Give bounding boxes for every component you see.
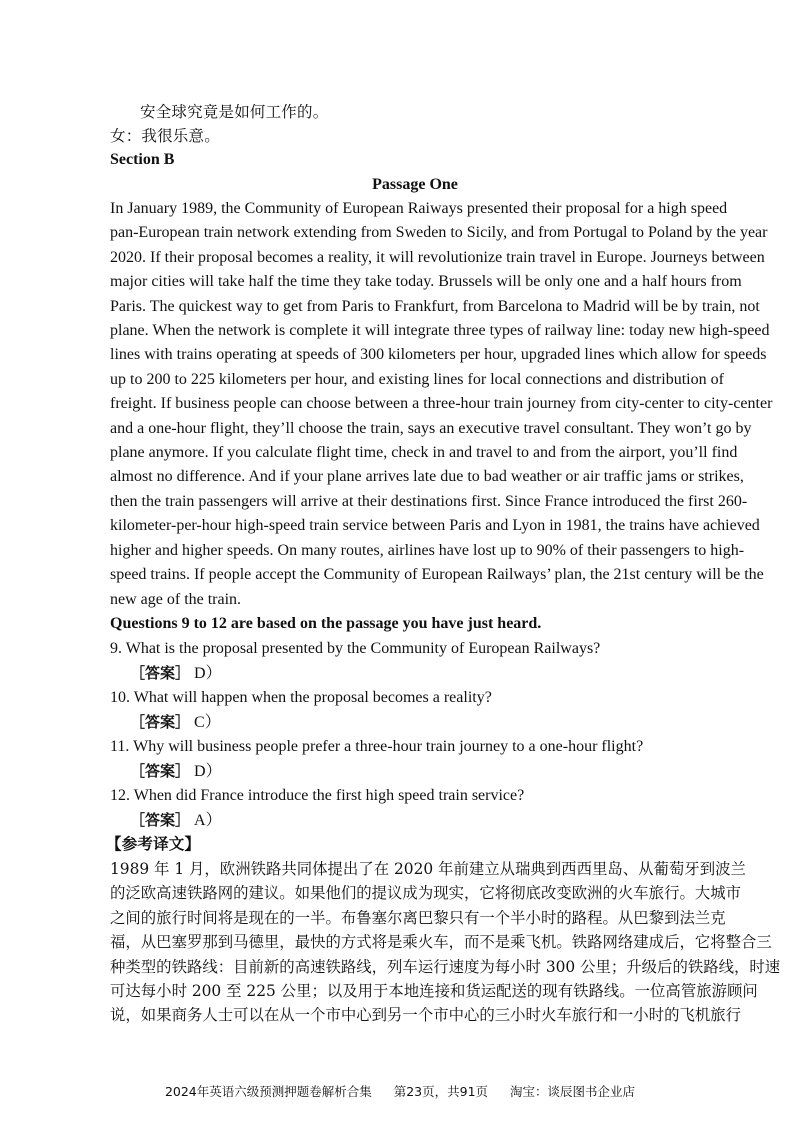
answer-11	[130, 759, 740, 784]
questions-heading: Questions 9 to 12 are based on the passage you have just heard.	[110, 615, 542, 632]
question-12: 12. When did France introduce the first high speed train service?	[110, 787, 525, 804]
passage-line: 2020. If their proposal becomes a reality, it will revolutionize train travel in Europe. Journeys between	[110, 248, 765, 266]
translation-heading: 【参考译文】	[106, 834, 201, 853]
answer-10	[130, 710, 740, 735]
answer-value: D）	[194, 665, 222, 682]
passage-line: plane anymore. If you calculate flight time, check in and travel to and from the airport, you’ll find	[110, 444, 738, 462]
passage-line: new age of the train.	[110, 590, 242, 608]
translation-line: 之间的旅行时间将是现在的一半。布鲁塞尔离巴黎只有一个半小时的路程。从巴黎到法兰克	[110, 908, 726, 927]
translation-line: 福，从巴塞罗那到马德里，最快的方式将是乘火车，而不是乘飞机。铁路网络建成后，它将整合三	[110, 933, 772, 952]
answer-9	[130, 661, 740, 686]
passage-line: almost no difference. And if your plane arrives late due to bad weather or air traffic jams or strikes,	[110, 468, 744, 486]
intro-line-1: 安全球究竟是如何工作的。	[140, 103, 329, 121]
translation-line: 说，如果商务人士可以在从一个市中心到另一个市中心的三小时火车旅行和一小时的飞机旅行	[110, 1006, 742, 1025]
passage-line: kilometer-per-hour high-speed train service between Paris and Lyon in 1981, the trains have achieved	[110, 517, 760, 535]
section-heading: Section B	[110, 151, 175, 168]
translation-line: 种类型的铁路线：目前新的高速铁路线，列车运行速度为每小时 300 公里；升级后的铁路线，时速	[110, 957, 781, 976]
answer-value: C）	[194, 714, 221, 731]
passage-line: pan-European train network extending from Sweden to Sicily, and from Portugal to Poland by the year	[110, 224, 768, 242]
passage-line: speed trains. If people accept the Community of European Railways’ plan, the 21st century will be the	[110, 566, 764, 584]
passage-line: up to 200 to 225 kilometers per hour, and existing lines for local connections and distribution of	[110, 370, 724, 388]
intro-line-2: 女：我很乐意。	[110, 127, 220, 145]
answer-label: ［答案］	[130, 811, 191, 829]
footer-book-title: 2024年英语六级预测押题卷解析合集	[164, 1084, 372, 1099]
passage-line: higher and higher speeds. On many routes, airlines have lost up to 90% of their passengers to high-	[110, 541, 745, 559]
answer-value: A）	[194, 812, 222, 829]
passage-line: In January 1989, the Community of European Raiways presented their proposal for a high speed	[110, 200, 728, 217]
answer-label: ［答案］	[130, 762, 191, 780]
passage-line: freight. If business people can choose between a three-hour train journey from city-center to city-center	[110, 395, 773, 413]
question-9: 9. What is the proposal presented by the Community of European Railways?	[110, 640, 601, 657]
translation-line: 1989 年 1 月，欧洲铁路共同体提出了在 2020 年前建立从瑞典到西西里岛、从葡萄牙到波兰	[110, 860, 746, 878]
passage-line: and a one-hour flight, they’ll choose the train, says an executive travel consultant. They won’t go by	[110, 419, 752, 437]
answer-label: ［答案］	[130, 664, 191, 682]
passage-body	[110, 197, 773, 612]
passage-line: lines with trains operating at speeds of 300 kilometers per hour, upgraded lines which allow for speeds	[110, 346, 767, 364]
passage-line: Paris. The quickest way to get from Paris to Frankfurt, from Barcelona to Madrid will be by train, not	[110, 297, 760, 315]
answer-value: D）	[194, 763, 222, 780]
translation-body	[110, 857, 781, 1028]
footer-shop: 淘宝：谈辰图书企业店	[510, 1084, 636, 1099]
question-10: 10. What will happen when the proposal becomes a reality?	[110, 689, 492, 706]
footer-page-number: 第23页，共91页	[393, 1084, 489, 1099]
passage-line: then the train passengers will arrive at their destinations first. Since France introduced the first 260-	[110, 492, 748, 510]
answer-12	[130, 808, 740, 833]
answer-label: ［答案］	[130, 713, 191, 731]
translation-line: 的泛欧高速铁路网的建议。如果他们的提议成为现实，它将彻底改变欧洲的火车旅行。大城市	[110, 884, 742, 903]
passage-line: plane. When the network is complete it will integrate three types of railway line: today new high-speed	[110, 322, 770, 340]
question-11: 11. Why will business people prefer a three-hour train journey to a one-hour flight?	[110, 738, 644, 755]
passage-title: Passage One	[372, 176, 458, 193]
passage-line: major cities will take half the time they take today. Brussels will be only one and a half hours from	[110, 273, 742, 291]
translation-line: 可达每小时 200 至 225 公里；以及用于本地连接和货运配送的现有铁路线。一位高管旅游顾问	[110, 982, 758, 1001]
page-footer	[0, 1082, 800, 1100]
